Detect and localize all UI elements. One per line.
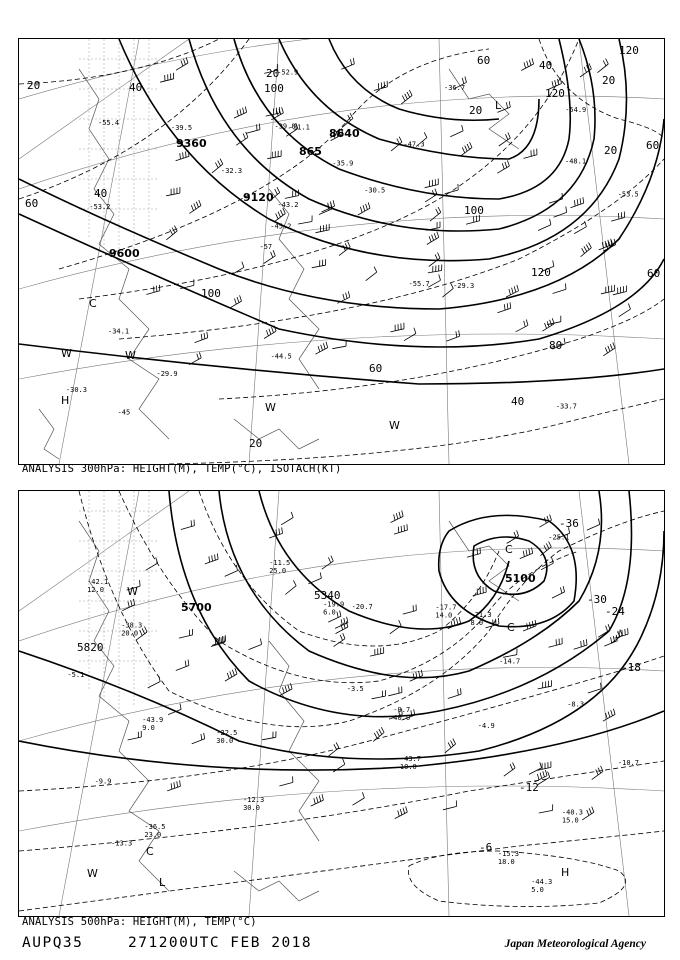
- station-temp: -53.5: [617, 190, 639, 199]
- wind-barb: [195, 332, 208, 343]
- wind-barb: [189, 352, 201, 365]
- station-temp: -15.3: [497, 850, 519, 859]
- warm-center: W: [127, 585, 138, 598]
- wind-barb: [529, 762, 542, 774]
- wind-barb: [597, 59, 608, 73]
- wind-barb: [230, 295, 242, 308]
- wind-barb: [587, 519, 600, 531]
- wind-barb: [315, 342, 327, 354]
- wind-barb: [445, 739, 456, 753]
- wind-barb: [538, 219, 551, 231]
- wind-barb: [442, 283, 453, 297]
- station-temp: -13.3: [111, 839, 133, 848]
- station-temp: -9.9: [94, 777, 112, 786]
- wind-barb: [538, 680, 552, 689]
- wind-barb: [521, 58, 533, 70]
- isotach-label: 20: [604, 144, 618, 157]
- station-temp: -11.5: [269, 558, 291, 567]
- wind-barb: [328, 742, 339, 756]
- wind-barb: [547, 316, 561, 325]
- station-temp: -33.7: [555, 402, 577, 411]
- station-dewpoint: 5.0: [531, 886, 544, 895]
- station-temp: -52.9: [277, 68, 299, 77]
- isotach-label: 20: [469, 104, 483, 117]
- wind-barb: [549, 638, 563, 648]
- station-dewpoint: 25.0: [269, 566, 287, 575]
- wind-barb: [358, 202, 370, 215]
- station-temp: -40.3: [561, 808, 583, 817]
- station-dewpoint: 20.0: [121, 629, 139, 638]
- station-temp: -55.4: [98, 119, 120, 128]
- isotach-label: 40: [94, 187, 108, 200]
- station-temp: -32.3: [221, 167, 243, 175]
- wind-barb: [264, 326, 276, 339]
- isotach-label: 60: [25, 197, 39, 210]
- station-temp: -44.5: [270, 352, 292, 361]
- station-dewpoint: 15.0: [561, 816, 579, 825]
- station-dewpoint: 18.0: [497, 858, 515, 867]
- station-temp: -54.9: [565, 105, 587, 114]
- wind-barb: [146, 557, 158, 570]
- wind-barb: [450, 125, 463, 137]
- isotach-label: 40: [129, 81, 143, 94]
- wind-barb: [390, 620, 401, 634]
- station-temp: -5.1: [67, 670, 85, 679]
- temp-label: -18: [621, 661, 641, 674]
- temp-label: -30: [587, 593, 607, 606]
- station-dewpoint: 14.0: [435, 611, 453, 620]
- wind-barb: [498, 302, 511, 313]
- wind-barb: [341, 58, 354, 69]
- height-label: 9600: [109, 247, 140, 260]
- station-dewpoint: 6.0: [323, 608, 336, 617]
- wind-barb: [524, 149, 538, 159]
- warm-center: W: [61, 347, 72, 360]
- wind-barb: [394, 524, 407, 534]
- analysis-time: 271200UTC FEB 2018: [128, 935, 313, 951]
- station-plots: [66, 68, 639, 416]
- height-label: 5100: [505, 572, 536, 585]
- wind-barb: [181, 520, 194, 530]
- wind-barb: [298, 216, 312, 225]
- station-temp: -19.9: [323, 600, 345, 609]
- station-dewpoint: 10.0: [399, 763, 417, 771]
- station-temp: -14.7: [499, 657, 521, 666]
- height-label: 5340: [314, 589, 341, 602]
- wind-barb: [619, 304, 631, 317]
- temp-label: -24: [605, 605, 625, 618]
- wind-barb: [461, 142, 472, 156]
- station-temp: -29.9: [156, 370, 178, 378]
- contour-labels: [77, 517, 641, 889]
- cold-center: C: [505, 543, 513, 556]
- warm-center: W: [265, 401, 276, 414]
- low-center: L: [495, 99, 502, 112]
- wind-barb: [176, 57, 188, 70]
- station-temp: -22.5: [216, 728, 238, 737]
- station-temp: -53.2: [89, 202, 111, 211]
- station-temp: -20.7: [351, 602, 373, 611]
- wind-barb: [234, 107, 247, 119]
- wind-barb: [322, 556, 334, 570]
- wind-barb: [404, 328, 416, 341]
- station-temp: -45: [117, 408, 131, 417]
- wind-barb: [274, 208, 285, 222]
- wind-barb: [267, 150, 281, 159]
- station-temp: -30.3: [65, 386, 87, 394]
- wind-barb: [395, 806, 408, 818]
- wind-barb: [539, 515, 551, 528]
- cold-center: C: [507, 621, 515, 634]
- station-temp: -31.1: [288, 123, 310, 132]
- station-temp: -34.1: [108, 327, 130, 336]
- wind-barb: [497, 160, 509, 173]
- station-temp: -39.8: [274, 122, 296, 131]
- wind-barb: [370, 647, 384, 656]
- warm-center: W: [125, 349, 136, 362]
- agency-name: Japan Meteorological Agency: [504, 938, 646, 950]
- wind-barb: [588, 683, 601, 693]
- station-temp: -8.3: [567, 700, 585, 709]
- station-temp: -9.7: [393, 706, 411, 714]
- temp-label: -6: [479, 841, 493, 854]
- station-temp: -36.5: [144, 823, 166, 832]
- station-temp: -12.3: [243, 796, 265, 805]
- wind-barb: [166, 187, 180, 196]
- wind-barb: [146, 285, 160, 295]
- analysis-300hpa-map: [18, 38, 665, 465]
- isotach-label: 60: [477, 54, 491, 67]
- isotach-label: 20: [249, 437, 263, 450]
- wind-barb: [176, 660, 189, 671]
- wind-barb: [264, 250, 276, 263]
- wind-barb: [516, 320, 528, 332]
- station-dewpoint: 12.0: [87, 585, 104, 594]
- station-temp: -30.5: [364, 186, 386, 195]
- isotach-label: 120: [531, 266, 551, 279]
- isotach-label: 20: [266, 67, 280, 80]
- isotach-label: 20: [27, 79, 41, 92]
- station-temp: -17.7: [435, 603, 457, 612]
- isotach-label: 100: [464, 204, 484, 217]
- wind-barb: [401, 90, 412, 104]
- station-dewpoint: 40.0: [393, 714, 411, 722]
- wind-barb: [179, 629, 193, 638]
- isotach-label: 60: [647, 267, 661, 280]
- wind-barb: [176, 151, 189, 161]
- caption-500hpa: ANALYSIS 500hPa: HEIGHT(M), TEMP(°C): [22, 916, 257, 928]
- wind-barb: [388, 687, 402, 696]
- wind-barb: [504, 763, 515, 777]
- height-label: 9120: [243, 191, 274, 204]
- station-dewpoint: 30.0: [243, 804, 260, 813]
- wind-barb: [353, 792, 365, 805]
- wind-barb: [601, 285, 615, 294]
- wind-barbs: [122, 511, 628, 820]
- station-temp: -43.7: [399, 755, 421, 763]
- station-temp: -42.1: [87, 577, 109, 586]
- wind-barb: [205, 553, 218, 564]
- height-label: 865: [299, 145, 322, 158]
- height-label: 8640: [329, 127, 360, 140]
- wind-barb: [332, 340, 346, 349]
- isotach-label: 60: [369, 362, 383, 375]
- cold-center: C: [89, 297, 97, 310]
- warm-center: W: [389, 419, 400, 432]
- analysis-500hpa-map: [18, 490, 665, 917]
- isotach-label: 100: [264, 82, 284, 95]
- station-temp: -36.7: [444, 84, 466, 93]
- height-label: 5700: [181, 601, 212, 614]
- low-center: L: [159, 876, 166, 889]
- wind-barb: [128, 731, 142, 740]
- station-temp: -47.3: [403, 140, 425, 149]
- station-dewpoint: 8.0: [470, 618, 484, 627]
- wind-barb: [574, 639, 587, 649]
- isotach-label: 120: [545, 87, 565, 100]
- height-label: 9360: [176, 137, 207, 150]
- station-dewpoint: 23.0: [144, 831, 162, 840]
- wind-barb: [520, 547, 533, 558]
- wind-barb: [603, 343, 615, 356]
- station-temp: -29.3: [453, 282, 475, 291]
- wind-barb: [427, 232, 439, 245]
- wind-barb: [582, 807, 594, 820]
- wind-barb: [167, 780, 180, 791]
- wind-barb: [279, 776, 293, 786]
- coastlines: [79, 521, 519, 901]
- isotach-label: 40: [511, 395, 525, 408]
- wind-barb: [539, 804, 553, 813]
- wind-barb: [281, 512, 293, 525]
- map-300hpa-svg: [19, 39, 664, 464]
- wind-barb: [372, 690, 386, 699]
- wind-barb: [425, 179, 439, 188]
- height-label: 5820: [77, 641, 104, 654]
- wind-barb: [448, 688, 461, 698]
- isotach-label: 60: [646, 139, 660, 152]
- isotach-label: 100: [201, 287, 221, 300]
- wind-barb: [285, 580, 296, 594]
- wind-barb: [160, 73, 174, 82]
- wind-barb: [192, 733, 205, 744]
- wind-barb: [553, 283, 566, 293]
- wind-barb: [428, 275, 440, 288]
- terrain-hatch: [79, 491, 159, 711]
- wind-barb: [225, 668, 237, 681]
- wind-barb: [552, 586, 565, 598]
- wind-barb: [249, 639, 262, 650]
- wind-barb: [443, 800, 457, 809]
- isotach-label: 20: [602, 74, 616, 87]
- station-temp: -10.7: [617, 758, 639, 767]
- isotach-label: 120: [619, 44, 639, 57]
- cold-center: C: [146, 845, 154, 858]
- wind-barb: [266, 107, 280, 116]
- wind-barb: [366, 267, 377, 281]
- wind-barb: [391, 511, 404, 523]
- station-temp: -43.9: [142, 715, 164, 724]
- high-center: H: [61, 394, 70, 407]
- wind-barb: [581, 243, 592, 257]
- isotach-label: 80: [549, 339, 563, 352]
- temp-label: -36: [559, 517, 579, 530]
- map-500hpa-svg: [19, 491, 664, 916]
- wind-barb: [334, 633, 346, 647]
- isotach-label: 40: [539, 59, 553, 72]
- station-temp: -38.3: [121, 621, 143, 630]
- warm-center: W: [87, 867, 98, 880]
- station-dewpoint: 30.0: [216, 736, 234, 745]
- station-dewpoint: 9.0: [142, 723, 155, 732]
- high-center: H: [561, 866, 570, 879]
- wind-barb: [311, 794, 324, 806]
- wind-barb: [592, 766, 603, 780]
- temp-label: -12: [519, 781, 539, 794]
- station-temp: -4.9: [477, 722, 495, 730]
- station-temp: -43.2: [277, 200, 299, 209]
- wind-barb: [403, 605, 417, 615]
- station-temp: -48.1: [565, 157, 587, 166]
- wind-barb: [571, 197, 584, 208]
- caption-300hpa: ANALYSIS 300hPa: HEIGHT(M), TEMP(°C), ISOTACH(KT): [22, 463, 342, 475]
- station-temp: -57: [259, 243, 273, 252]
- station-temp: -45.2: [270, 222, 292, 231]
- product-code: AUPQ35: [22, 935, 84, 951]
- station-temp: -39.5: [171, 123, 193, 132]
- wind-barb: [425, 189, 437, 202]
- station-temp: -35.9: [332, 159, 354, 168]
- station-temp: -44.3: [531, 878, 553, 887]
- station-temp: -55.7: [408, 279, 430, 288]
- station-temp: -25.1: [548, 533, 570, 542]
- wind-barb: [148, 676, 161, 688]
- station-temp: -21.3: [470, 610, 492, 619]
- wind-barb: [312, 259, 326, 268]
- wind-barb: [122, 599, 135, 611]
- wind-barb: [447, 330, 460, 341]
- wind-barb: [445, 184, 459, 194]
- wind-barb: [339, 242, 350, 256]
- wind-barb: [262, 731, 276, 740]
- station-temp: -3.5: [346, 684, 364, 693]
- wind-barb: [390, 323, 404, 332]
- wind-barb: [189, 200, 201, 213]
